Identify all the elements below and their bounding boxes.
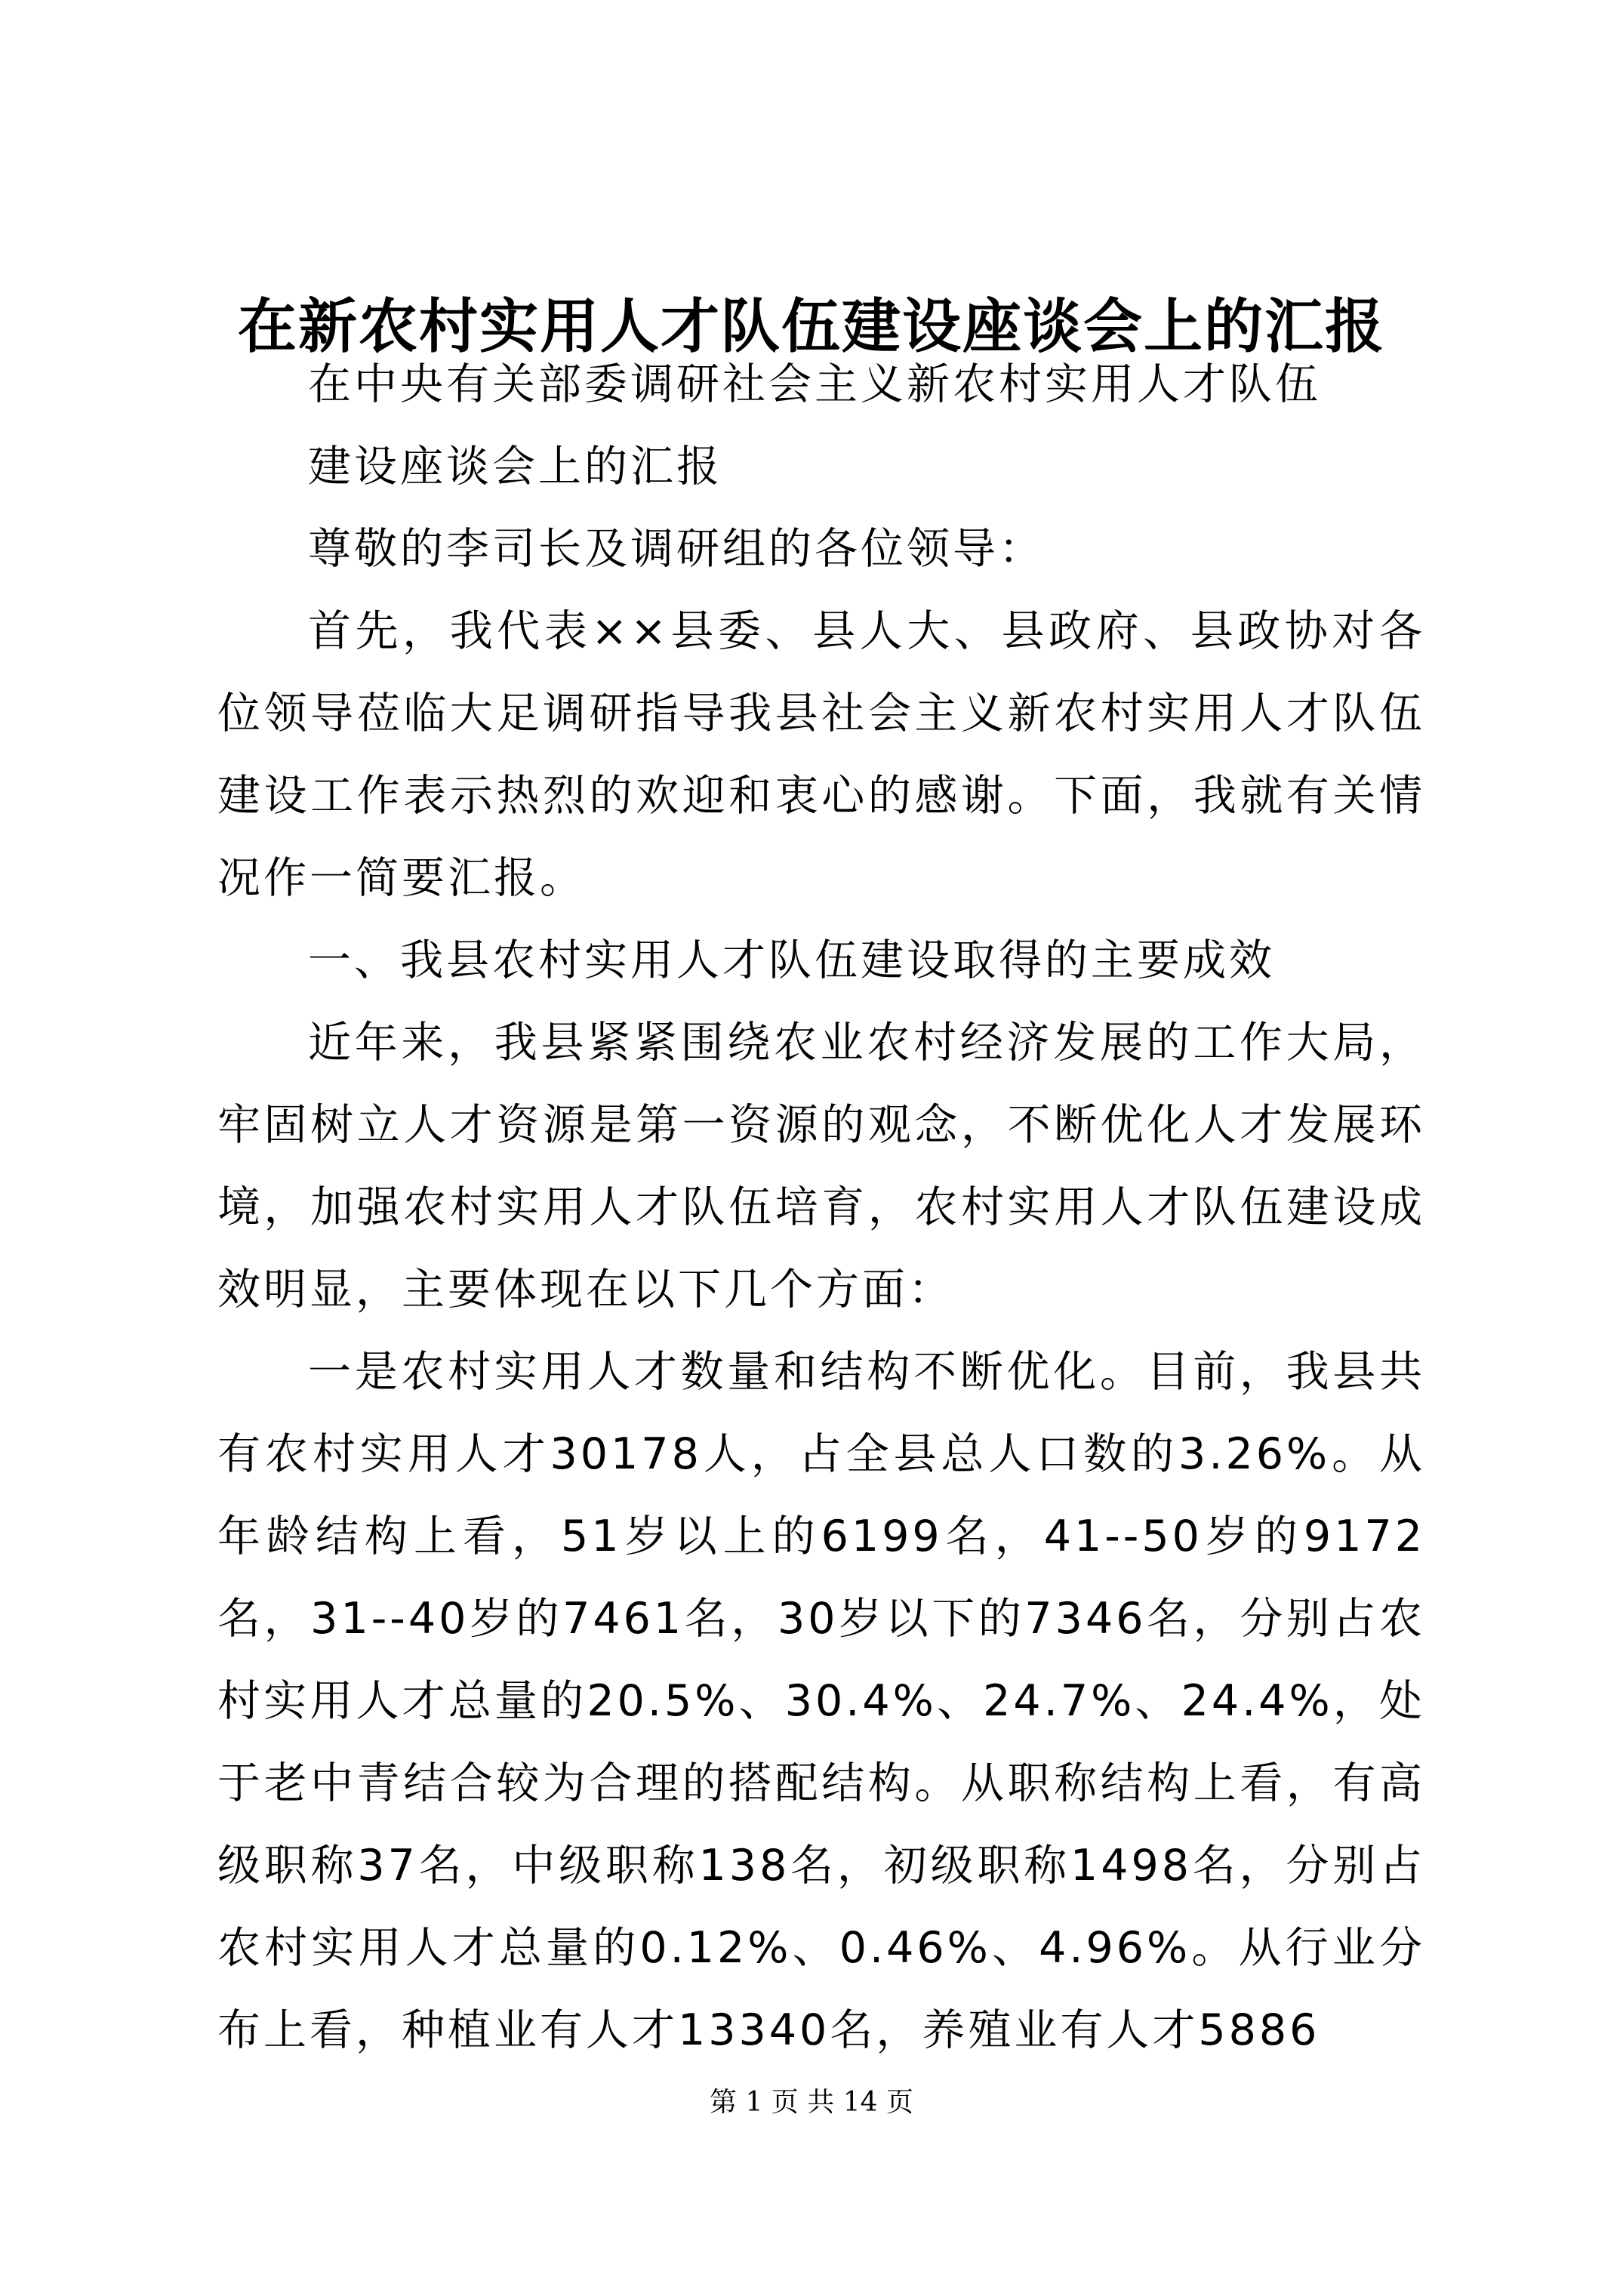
paragraph-opening: 首先，我代表××县委、县人大、县政府、县政协对各位领导莅临大足调研指导我县社会主义新农村实用人才队伍建设工作表示热烈的欢迎和衷心的感谢。下面，我就有关情况作一简要汇报。 [217,606,1425,903]
document-title: 在新农村实用人才队伍建设座谈会上的汇报 [237,292,1385,361]
paragraph-heading-line-1: 在中央有关部委调研社会主义新农村实用人才队伍 [308,359,1321,409]
page-footer: 第 1 页 共 14 页 [710,2087,913,2118]
paragraph-statistics: 一是农村实用人才数量和结构不断优化。目前，我县共有农村实用人才30178人，占全县总人口数的3.26%。从年龄结构上看，51岁以上的6199名，41--50岁的9172名，31--40岁的7461名，30岁以下的7346名，分别占农村实用人才总量的20.5%、30.4%、24.7%、24.4%，处于老中青结合较为合理的搭配结构。从职称结构上看，有高级职称37名，中级职称138名，初级职称1498名，分别占农村实用人才总量的0.12%、0.46%、4.96%。从行业分布上看，种植业有人才13340名，养殖业有人才5886 [217,1347,1425,2055]
paragraph-overview: 近年来，我县紧紧围绕农业农村经济发展的工作大局，牢固树立人才资源是第一资源的观念，不断优化人才发展环境，加强农村实用人才队伍培育，农村实用人才队伍建设成效明显，主要体现在以下几个方面： [217,1018,1425,1314]
section-heading-1: 一、我县农村实用人才队伍建设取得的主要成效 [308,935,1275,985]
document-body [217,344,1425,2072]
paragraph-heading-line-2: 建设座谈会上的汇报 [308,442,722,492]
paragraph-salutation: 尊敬的李司长及调研组的各位领导： [308,524,1045,574]
